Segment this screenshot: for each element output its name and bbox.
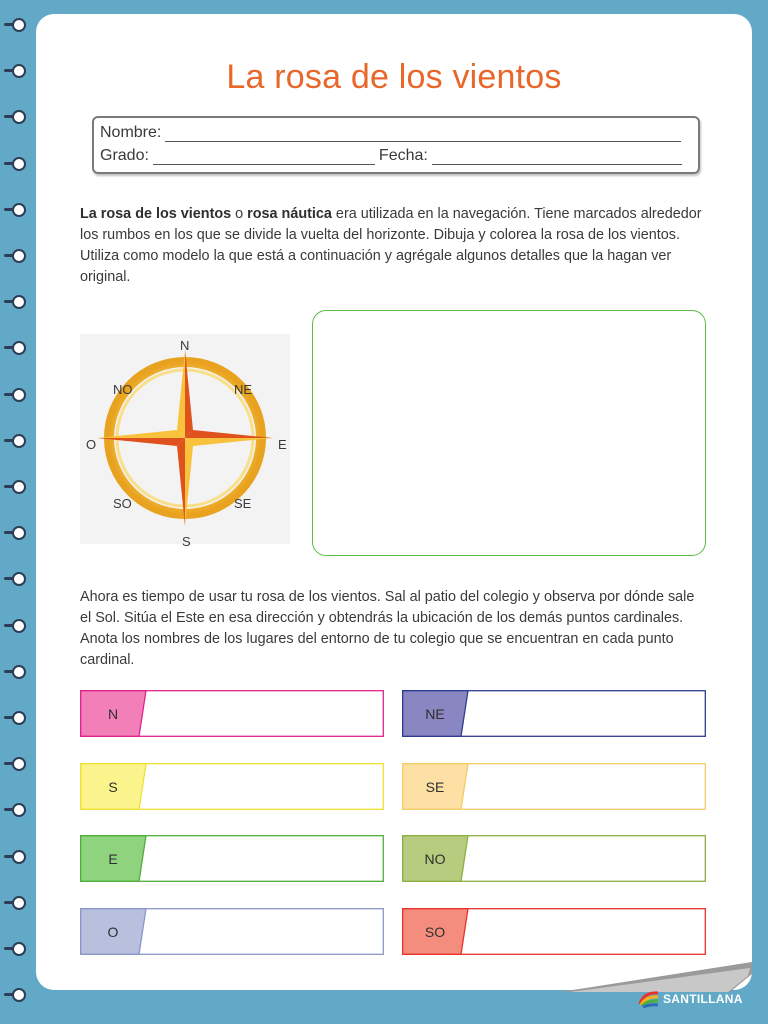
binding-ring (4, 110, 26, 124)
worksheet-page (36, 14, 752, 990)
answer-card-label: NO (424, 850, 446, 867)
brand-name: SANTILLANA (663, 992, 743, 1006)
compass-label-n: N (180, 338, 190, 353)
binding-ring (4, 665, 26, 679)
answer-field[interactable] (146, 837, 380, 880)
binding-ring (4, 18, 26, 32)
binding-ring (4, 988, 26, 1002)
answer-card-no (402, 835, 706, 882)
compass-rose-model (80, 320, 290, 550)
binding-ring (4, 850, 26, 864)
answer-card-label: E (108, 850, 118, 867)
grade-field[interactable] (153, 150, 375, 165)
answer-field[interactable] (146, 910, 380, 953)
date-field[interactable] (432, 150, 682, 165)
date-label: Fecha: (378, 147, 428, 164)
page-title: La rosa de los vientos (226, 58, 562, 96)
answer-card-se (402, 763, 706, 810)
answer-card-label: N (107, 705, 119, 722)
binding-ring (4, 572, 26, 586)
grade-label: Grado: (100, 147, 149, 164)
compass-rose-image (80, 320, 290, 550)
instructions-paragraph: Ahora es tiempo de usar tu rosa de los vientos. Sal al patio del colegio y observa por dónde sale el Sol. Sitúa el Este en esa dirección y obtendrás la ubicación de los demás puntos cardinales. Anota los nombres de los lugares del entorno de tu colegio que se encuentran en cada punto cardinal. (80, 589, 695, 668)
binding-ring (4, 249, 26, 263)
student-info-box (92, 116, 700, 174)
santillana-logo-icon (638, 990, 660, 1008)
drawing-area[interactable] (312, 310, 706, 556)
intro-bold-term-2: rosa náutica (247, 206, 332, 222)
spiral-binding (0, 0, 36, 1024)
answer-card-s (80, 763, 384, 810)
binding-ring (4, 388, 26, 402)
binding-ring (4, 203, 26, 217)
binding-ring (4, 295, 26, 309)
compass-label-ne: NE (234, 382, 253, 397)
binding-ring (4, 480, 26, 494)
answer-field[interactable] (468, 692, 702, 735)
compass-label-s: S (182, 534, 191, 549)
intro-bold-term-1: La rosa de los vientos (80, 206, 232, 222)
answer-card-n (80, 690, 384, 737)
compass-label-so: SO (113, 496, 132, 511)
answer-field[interactable] (146, 765, 380, 808)
binding-ring (4, 341, 26, 355)
binding-ring (4, 757, 26, 771)
binding-ring (4, 434, 26, 448)
answer-card-o (80, 908, 384, 955)
binding-ring (4, 526, 26, 540)
page-curl (560, 962, 752, 992)
grade-date-row (100, 147, 682, 165)
answer-card-e (80, 835, 384, 882)
answer-field[interactable] (468, 765, 702, 808)
publisher-logo (638, 990, 743, 1008)
answer-card-label: SO (424, 923, 446, 940)
binding-ring (4, 711, 26, 725)
binding-ring (4, 942, 26, 956)
intro-text-1: o (231, 206, 248, 222)
answer-card-label: SE (425, 778, 445, 795)
compass-label-e: E (278, 437, 287, 452)
name-row (100, 124, 681, 142)
answer-card-label: NE (425, 705, 445, 722)
intro-text-2: era utilizada en la navegación. Tiene marcados alrededor los rumbos en los que se divide la vuelta del horizonte. Dibuja y colorea la rosa de los vientos. Utiliza como modelo la que está a continuación y agrégale algunos detalles que la hagan ver original. (80, 206, 702, 285)
binding-ring (4, 896, 26, 910)
answer-field[interactable] (468, 837, 702, 880)
intro-paragraph (80, 204, 708, 288)
compass-label-no: NO (113, 382, 133, 397)
compass-label-se: SE (234, 496, 252, 511)
answer-field[interactable] (468, 910, 702, 953)
compass-label-o: O (86, 437, 97, 452)
binding-ring (4, 157, 26, 171)
answer-card-so (402, 908, 706, 955)
name-field[interactable] (165, 127, 681, 142)
binding-ring (4, 64, 26, 78)
answer-card-ne (402, 690, 706, 737)
answer-card-label: S (108, 778, 118, 795)
binding-ring (4, 619, 26, 633)
binding-ring (4, 803, 26, 817)
answer-card-label: O (107, 923, 119, 940)
answer-field[interactable] (146, 692, 380, 735)
name-label: Nombre: (100, 124, 162, 141)
